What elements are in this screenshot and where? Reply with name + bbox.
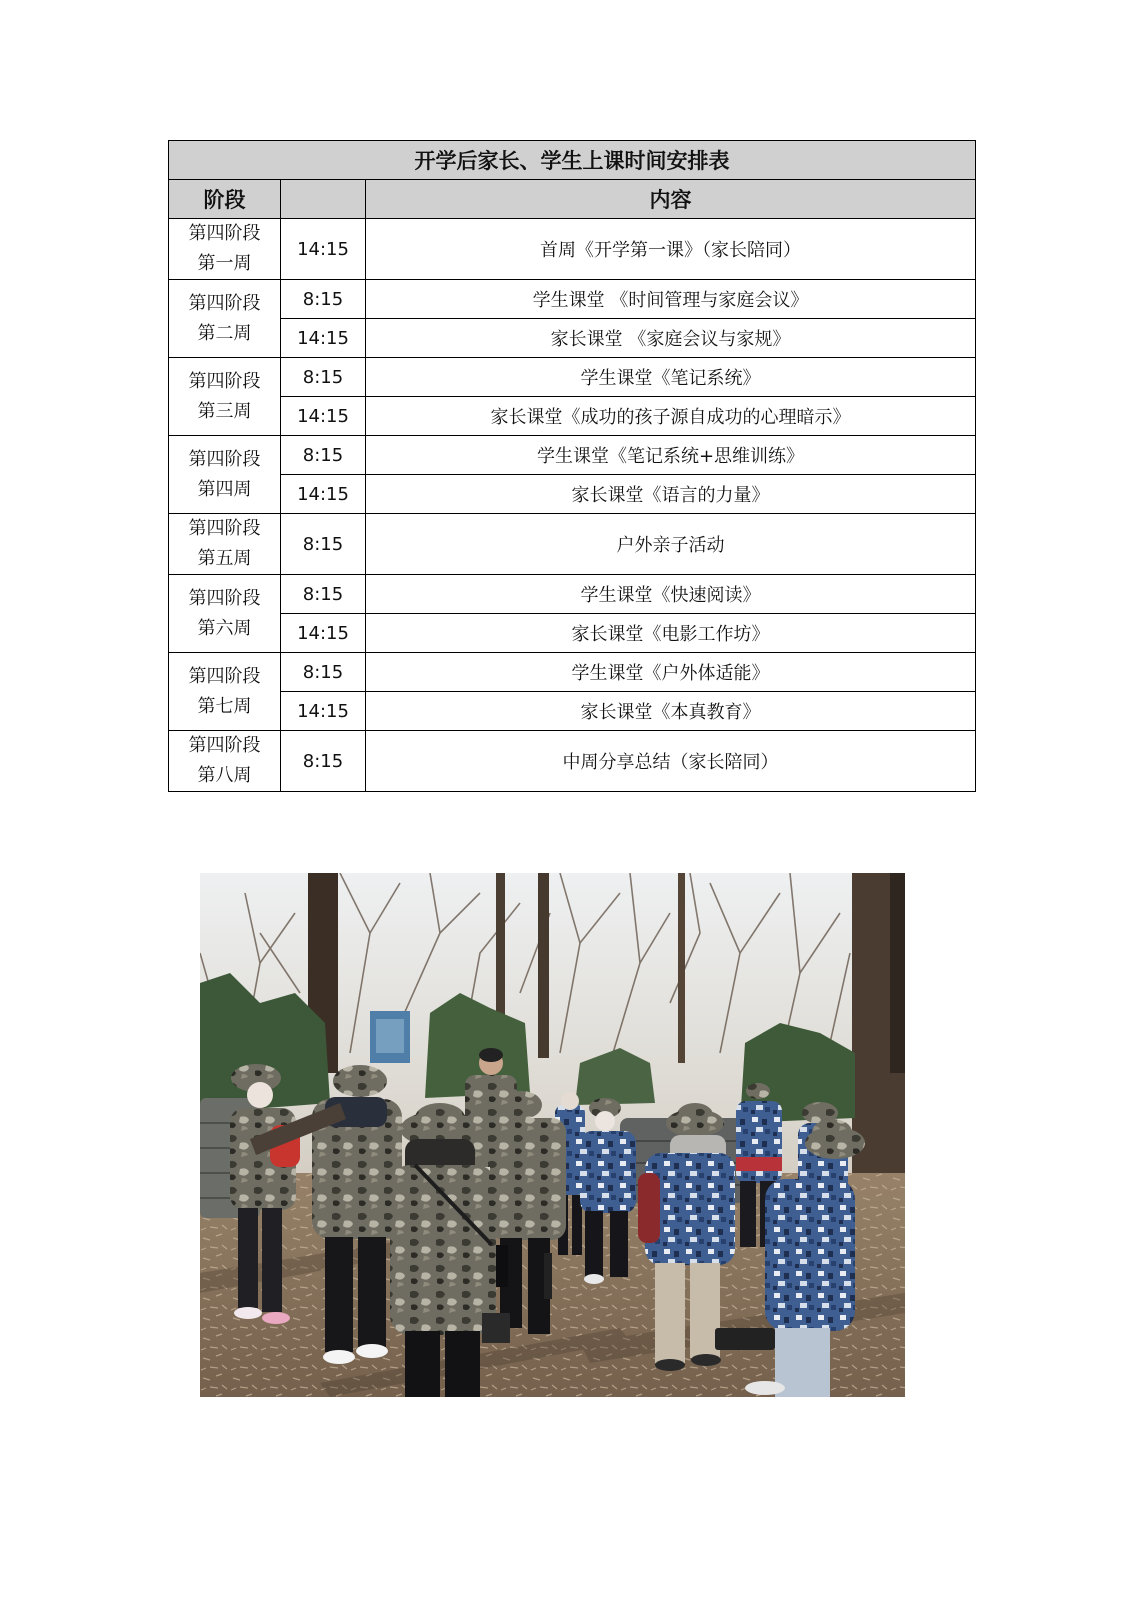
time-cell: 8:15 — [281, 653, 366, 692]
content-cell: 家长课堂 《家庭会议与家规》 — [366, 319, 976, 358]
stage-cell — [169, 219, 281, 280]
content-cell: 家长课堂《电影工作坊》 — [366, 614, 976, 653]
header-content: 内容 — [366, 180, 976, 219]
time-cell: 8:15 — [281, 575, 366, 614]
time-cell: 8:15 — [281, 280, 366, 319]
stage-label: 第四阶段 — [188, 448, 261, 470]
stage-label: 第四阶段 — [188, 735, 261, 756]
content-cell: 首周《开学第一课》（家长陪同） — [366, 219, 976, 280]
table-row — [169, 575, 976, 614]
stage-label: 第四阶段 — [188, 223, 261, 244]
time-cell: 8:15 — [281, 731, 366, 792]
table-row — [169, 692, 976, 731]
week-label: 第七周 — [197, 695, 252, 717]
stage-label: 第四阶段 — [188, 587, 261, 609]
stage-label: 第四阶段 — [188, 370, 261, 392]
content-cell: 中周分享总结（家长陪同） — [366, 731, 976, 792]
content-cell: 家长课堂《成功的孩子源自成功的心理暗示》 — [366, 397, 976, 436]
table-row — [169, 319, 976, 358]
stage-cell — [169, 514, 281, 575]
outdoor-activity-photo — [200, 873, 905, 1397]
table-row — [169, 731, 976, 792]
time-cell: 14:15 — [281, 397, 366, 436]
content-cell: 家长课堂《语言的力量》 — [366, 475, 976, 514]
photo-illustration — [200, 873, 905, 1397]
content-cell: 学生课堂《户外体适能》 — [366, 653, 976, 692]
content-cell: 学生课堂 《时间管理与家庭会议》 — [366, 280, 976, 319]
stage-label: 第四阶段 — [188, 665, 261, 687]
stage-label: 第四阶段 — [188, 518, 261, 539]
table-row — [169, 653, 976, 692]
header-stage: 阶段 — [169, 180, 281, 219]
week-label: 第八周 — [197, 765, 252, 786]
week-label: 第五周 — [197, 548, 252, 569]
time-cell: 14:15 — [281, 692, 366, 731]
time-cell: 8:15 — [281, 436, 366, 475]
stage-cell — [169, 436, 281, 514]
content-cell: 家长课堂《本真教育》 — [366, 692, 976, 731]
title-row — [169, 141, 976, 180]
table-row — [169, 475, 976, 514]
header-row — [169, 180, 976, 219]
stage-cell — [169, 280, 281, 358]
content-cell: 学生课堂《快速阅读》 — [366, 575, 976, 614]
header-time — [281, 180, 366, 219]
stage-cell — [169, 575, 281, 653]
stage-cell — [169, 358, 281, 436]
time-cell: 14:15 — [281, 319, 366, 358]
content-cell: 学生课堂《笔记系统+思维训练》 — [366, 436, 976, 475]
time-cell: 14:15 — [281, 614, 366, 653]
schedule-table — [168, 140, 976, 792]
table-row — [169, 514, 976, 575]
stage-cell — [169, 653, 281, 731]
week-label: 第六周 — [197, 617, 252, 639]
table-row — [169, 358, 976, 397]
stage-cell — [169, 731, 281, 792]
content-cell: 户外亲子活动 — [366, 514, 976, 575]
table-row — [169, 280, 976, 319]
table-title: 开学后家长、学生上课时间安排表 — [169, 141, 976, 180]
week-label: 第一周 — [197, 253, 252, 274]
stage-label: 第四阶段 — [188, 292, 261, 314]
time-cell: 14:15 — [281, 219, 366, 280]
time-cell: 8:15 — [281, 358, 366, 397]
table-row — [169, 436, 976, 475]
content-cell: 学生课堂《笔记系统》 — [366, 358, 976, 397]
table-row — [169, 219, 976, 280]
week-label: 第三周 — [197, 400, 252, 422]
table-row — [169, 397, 976, 436]
week-label: 第二周 — [197, 322, 252, 344]
week-label: 第四周 — [197, 478, 252, 500]
time-cell: 8:15 — [281, 514, 366, 575]
table-row — [169, 614, 976, 653]
time-cell: 14:15 — [281, 475, 366, 514]
